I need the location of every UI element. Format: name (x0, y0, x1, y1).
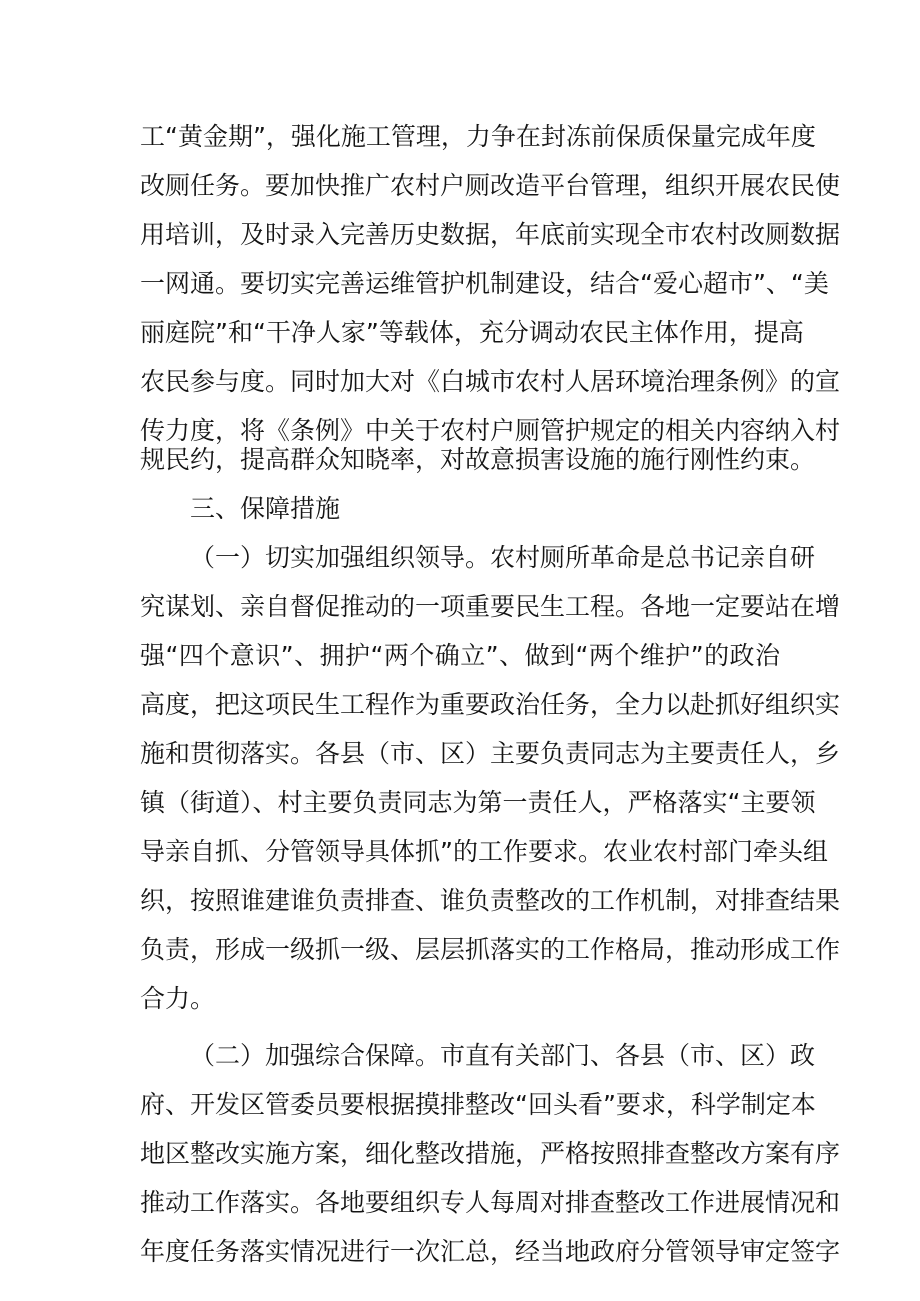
paragraph-line: 高度，把这项民生工程作为重要政治任务，全力以赴抓好组织实 (140, 690, 841, 719)
paragraph-line: 年度任务落实情况进行一次汇总，经当地政府分管领导审定签字 (140, 1237, 841, 1266)
paragraph-line: 丽庭院”和“干净人家”等载体，充分调动农民主体作用，提高 (140, 318, 804, 347)
paragraph-line: 传力度，将《条例》中关于农村户厕管护规定的相关内容纳入村 (140, 416, 841, 445)
paragraph-line: 推动工作落实。各地要组织专人每周对排查整改工作进展情况和 (140, 1188, 841, 1217)
paragraph-line: 合力。 (140, 984, 216, 1013)
paragraph-line: 工“黄金期”，强化施工管理，力争在封冻前保质保量完成年度 (140, 122, 816, 151)
paragraph-line: 强“四个意识”、拥护“两个确立”、做到“两个维护”的政治 (140, 641, 780, 670)
paragraph-line: 一网通。要切实完善运维管护机制建设，结合“爱心超市”、“美 (140, 269, 829, 298)
paragraph-line: 织，按照谁建谁负责排查、谁负责整改的工作机制，对排查结果 (140, 886, 841, 915)
section-heading: 三、保障措施 (190, 494, 341, 523)
paragraph-line: 究谋划、亲自督促推动的一项重要民生工程。各地一定要站在增 (140, 592, 841, 621)
paragraph-line: 改厕任务。要加快推广农村户厕改造平台管理，组织开展农民使 (140, 171, 841, 200)
paragraph-line: 规民约，提高群众知晓率，对故意损害设施的施行刚性约束。 (140, 445, 816, 474)
paragraph-line: 府、开发区管委员要根据摸排整改“回头看”要求，科学制定本 (140, 1090, 816, 1119)
paragraph-line: 导亲自抓、分管领导具体抓”的工作要求。农业农村部门牵头组 (140, 837, 828, 866)
paragraph-line: 负责，形成一级抓一级、层层抓落实的工作格局，推动形成工作 (140, 935, 841, 964)
paragraph-line: 镇（街道）、村主要负责同志为第一责任人，严格落实“主要领 (140, 788, 816, 817)
paragraph-line: （一）切实加强组织领导。农村厕所革命是总书记亲自研 (190, 543, 816, 572)
paragraph-line: （二）加强综合保障。市直有关部门、各县（市、区）政 (190, 1041, 816, 1070)
paragraph-line: 农民参与度。同时加大对《白城市农村人居环境治理条例》的宣 (140, 367, 841, 396)
paragraph-line: 用培训，及时录入完善历史数据，年底前实现全市农村改厕数据 (140, 220, 841, 249)
paragraph-line: 地区整改实施方案，细化整改措施，严格按照排查整改方案有序 (140, 1139, 841, 1168)
paragraph-line: 施和贯彻落实。各县（市、区）主要负责同志为主要责任人，乡 (140, 739, 841, 768)
